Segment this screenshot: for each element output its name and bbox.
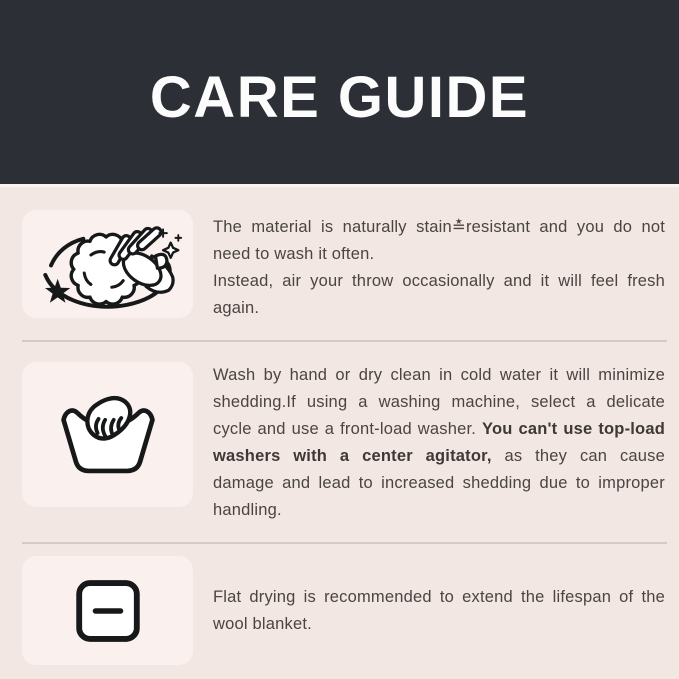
content-area	[0, 187, 679, 665]
flat-dry-icon	[72, 575, 144, 647]
header-banner	[0, 0, 679, 184]
section-freshen	[22, 210, 665, 322]
page-title: CARE GUIDE	[149, 64, 530, 130]
icon-card-flat-dry	[22, 556, 193, 665]
hand-freshening-wool-icon	[32, 214, 184, 314]
section-flat-dry-text: Flat drying is recommended to extend the lifespan of the wool blanket.	[213, 587, 665, 633]
section-divider	[22, 340, 667, 342]
icon-card-freshen	[22, 210, 193, 318]
section-wash-text: Wash by hand or dry clean in cold water it will minimize shedding.If using a washing machine, select a delicate cycle and use a front-load washer. You can't use top-load washers with a center agitator, as they can cause damage and lead to increased shedding due to improper handling.	[213, 366, 666, 519]
section-wash	[22, 362, 665, 524]
section-freshen-text: The material is naturally stain≛resistant and you do not need to wash it often. Instead, air your throw occasionally and it will feel fresh again.	[213, 218, 665, 317]
section-divider	[22, 542, 667, 544]
section-flat-dry	[22, 556, 665, 665]
hand-wash-icon	[56, 382, 160, 488]
icon-card-wash	[22, 362, 193, 507]
